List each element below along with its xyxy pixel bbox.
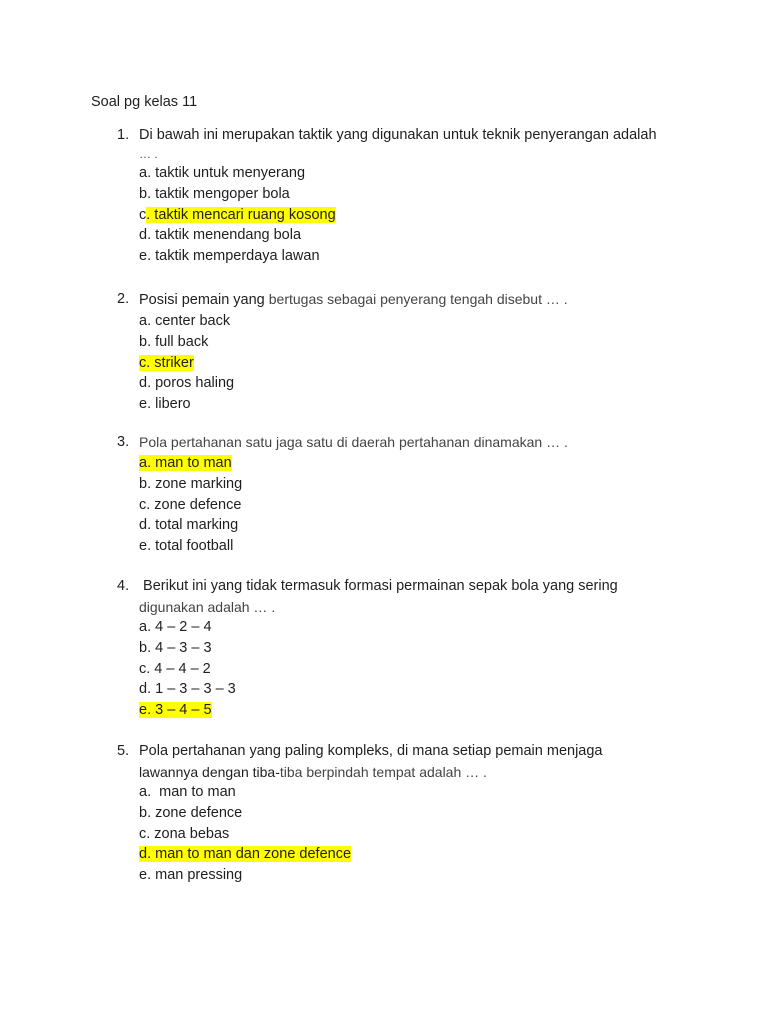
option-c: c. zona bebas xyxy=(139,825,230,842)
question-text: Berikut ini yang tidak termasuk formasi permainan sepak bola yang sering xyxy=(139,578,618,594)
question-text-part: tiba berpindah tempat adalah … . xyxy=(279,764,487,780)
document-title: Soal pg kelas 11 xyxy=(91,94,198,110)
option-list xyxy=(139,782,717,886)
option-b: b. taktik mengoper bola xyxy=(139,185,290,202)
option-c: c. 4 – 4 – 2 xyxy=(139,660,211,677)
option-list xyxy=(139,617,717,721)
question-text: Pola pertahanan yang paling kompleks, di mana setiap pemain menjaga xyxy=(139,743,603,759)
option-e: e. libero xyxy=(139,396,191,412)
option-a xyxy=(139,453,717,474)
option-c xyxy=(139,205,717,226)
option-a: a. man to man xyxy=(139,784,236,800)
highlighted-answer: . taktik mencari ruang kosong xyxy=(146,206,336,223)
option-list xyxy=(139,453,717,557)
question-text-part: lawannya dengan tiba- xyxy=(139,764,280,780)
question-text-continuation: … . xyxy=(139,147,158,161)
option-d: d. 1 – 3 – 3 – 3 xyxy=(139,681,236,698)
option-d: d. taktik menendang bola xyxy=(139,227,302,244)
highlighted-answer: a. man to man xyxy=(139,455,232,471)
option-e: e. total football xyxy=(139,538,234,554)
option-d: d. poros haling xyxy=(139,375,235,392)
question-text xyxy=(139,289,717,311)
question-text-continuation: digunakan adalah … . xyxy=(139,599,276,615)
question-body xyxy=(139,576,717,721)
question-text: Pola pertahanan satu jaga satu di daerah pertahanan dinamakan … . xyxy=(139,434,568,450)
option-b: b. full back xyxy=(139,333,209,350)
option-a: a. 4 – 2 – 4 xyxy=(139,619,212,635)
question-number: 3. xyxy=(117,434,130,450)
option-e: e. man pressing xyxy=(139,867,243,883)
question-number: 4. xyxy=(117,578,130,594)
question-text-part: bertugas sebagai penyerang tengah disebut … . xyxy=(268,291,568,307)
option-b: b. 4 – 3 – 3 xyxy=(139,639,212,656)
question-number: 5. xyxy=(117,743,130,759)
question-body xyxy=(139,432,717,557)
question-1 xyxy=(117,125,717,267)
option-e xyxy=(139,700,717,721)
question-body xyxy=(139,289,717,415)
highlighted-answer: e. 3 – 4 – 5 xyxy=(139,702,212,718)
option-d: d. total marking xyxy=(139,517,239,534)
question-3 xyxy=(117,432,717,557)
option-a: a. center back xyxy=(139,313,231,329)
question-text: Di bawah ini merupakan taktik yang digunakan untuk teknik penyerangan adalah xyxy=(139,127,657,143)
question-5 xyxy=(117,741,717,886)
question-text-continuation xyxy=(139,762,717,782)
question-number: 1. xyxy=(117,127,130,143)
question-text-part: Posisi pemain yang xyxy=(139,292,269,308)
option-d xyxy=(139,844,717,865)
option-b: b. zone marking xyxy=(139,475,243,492)
option-a: a. taktik untuk menyerang xyxy=(139,165,306,181)
option-e: e. taktik memperdaya lawan xyxy=(139,248,320,264)
option-b: b. zone defence xyxy=(139,804,243,821)
highlighted-answer: c. striker xyxy=(139,354,194,371)
option-prefix: c xyxy=(139,206,147,223)
question-2 xyxy=(117,289,717,415)
question-body xyxy=(139,125,717,267)
option-list xyxy=(139,163,717,267)
option-c: c. zone defence xyxy=(139,496,242,513)
option-c xyxy=(139,353,717,374)
question-4 xyxy=(117,576,717,721)
question-body xyxy=(139,741,717,886)
question-number: 2. xyxy=(117,291,130,307)
highlighted-answer: d. man to man dan zone defence xyxy=(139,846,352,863)
option-list xyxy=(139,311,717,415)
